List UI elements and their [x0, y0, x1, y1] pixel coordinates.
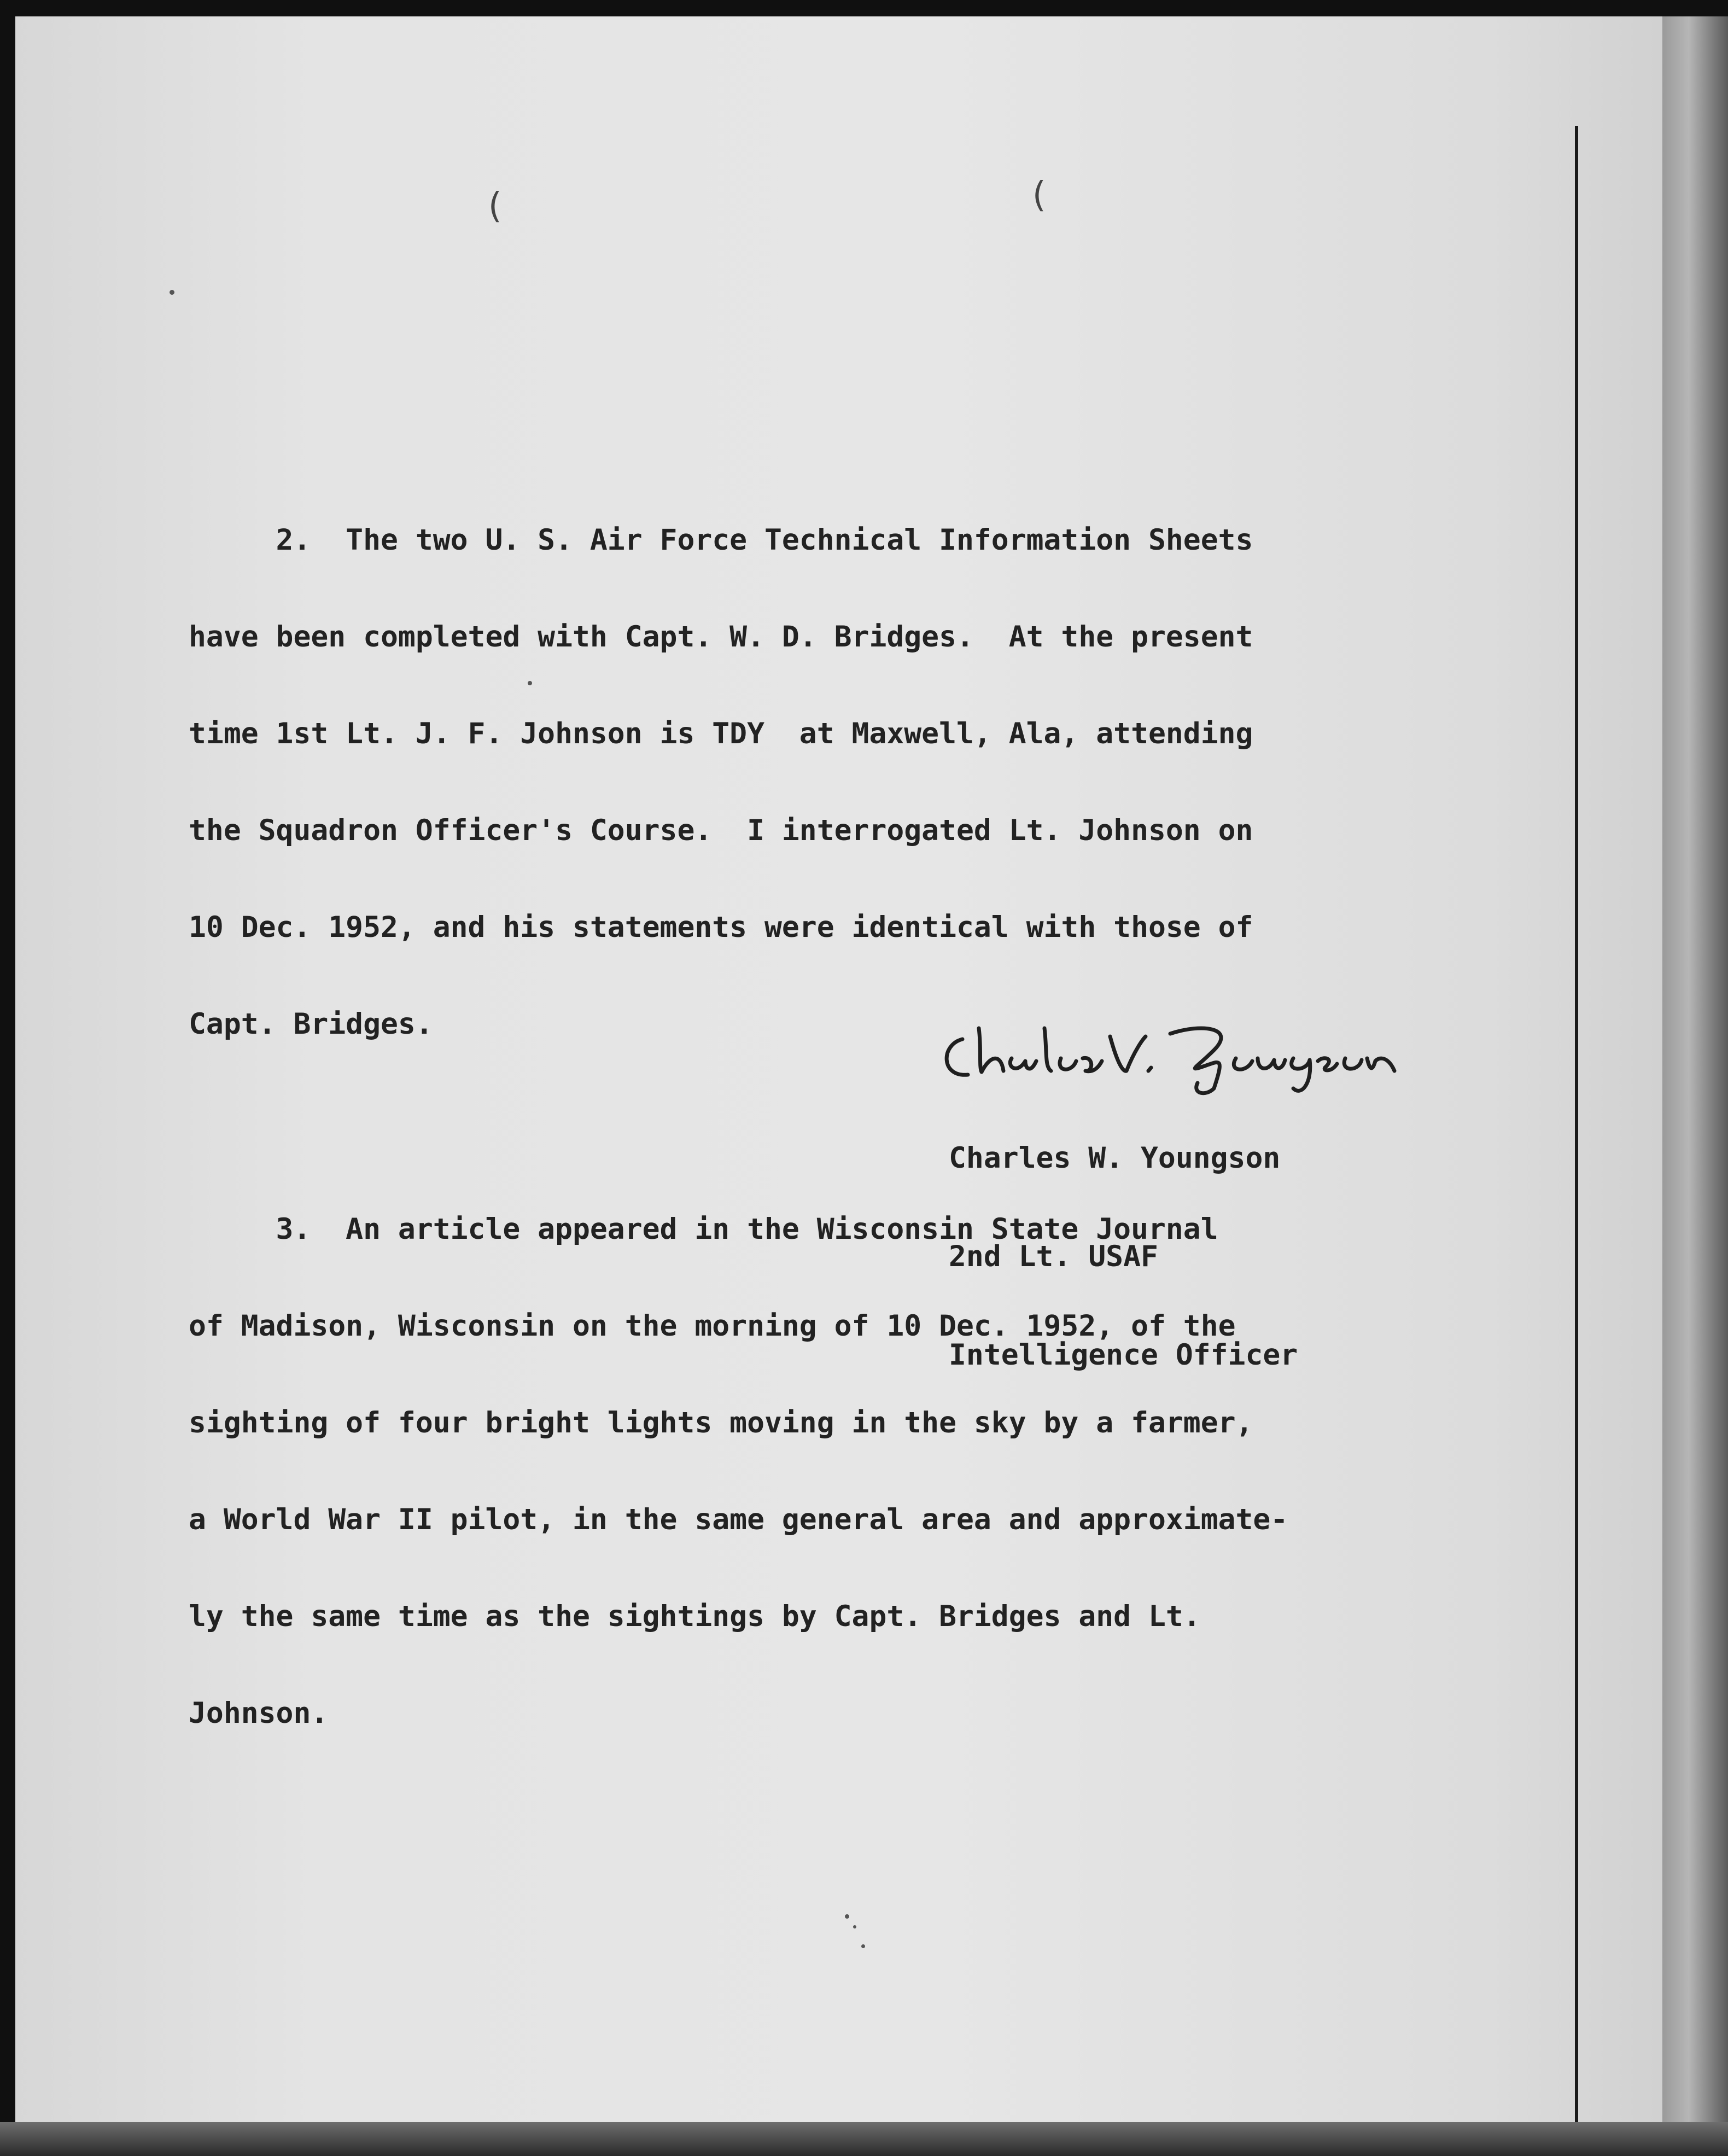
- scan-border-bottom: [0, 2122, 1728, 2156]
- text-line: 3. An article appeared in the Wisconsin State Journal: [189, 1213, 1218, 1246]
- scan-border-right: [1662, 16, 1728, 2138]
- scan-speck: [861, 1944, 865, 1948]
- text-line: have been completed with Capt. W. D. Bridges. At the present: [189, 620, 1253, 654]
- text-line: the Squadron Officer's Course. I interrogated Lt. Johnson on: [189, 814, 1253, 847]
- scan-speck: [853, 1925, 856, 1928]
- scan-speck: [170, 290, 174, 295]
- scan-speck: [528, 681, 532, 685]
- text-line: 2. The two U. S. Air Force Technical Information Sheets: [189, 523, 1253, 557]
- memo-body: [189, 459, 1501, 1838]
- scan-speck: [845, 1914, 849, 1919]
- header-mark-left: (: [484, 186, 505, 226]
- text-line: a World War II pilot, in the same general area and approximate-: [189, 1503, 1288, 1536]
- text-line: 10 Dec. 1952, and his statements were identical with those of: [189, 911, 1253, 944]
- paper-edge-line: [1575, 126, 1578, 2128]
- signer-rank: 2nd Lt. USAF: [949, 1240, 1158, 1273]
- signer-name: Charles W. Youngson: [949, 1141, 1281, 1175]
- text-line: time 1st Lt. J. F. Johnson is TDY at Maxwell, Ala, attending: [189, 717, 1253, 750]
- header-mark-right: (: [1028, 175, 1049, 215]
- text-line: of Madison, Wisconsin on the morning of 10 Dec. 1952, of the: [189, 1309, 1236, 1343]
- signature-block: [949, 1076, 1298, 1437]
- paragraph-3: [189, 1149, 1501, 1794]
- text-line: sighting of four bright lights moving in the sky by a farmer,: [189, 1406, 1253, 1440]
- signer-title: Intelligence Officer: [949, 1338, 1298, 1372]
- text-line: Capt. Bridges.: [189, 1007, 433, 1041]
- text-line: Johnson.: [189, 1697, 329, 1730]
- text-line: ly the same time as the sightings by Capt. Bridges and Lt.: [189, 1600, 1201, 1633]
